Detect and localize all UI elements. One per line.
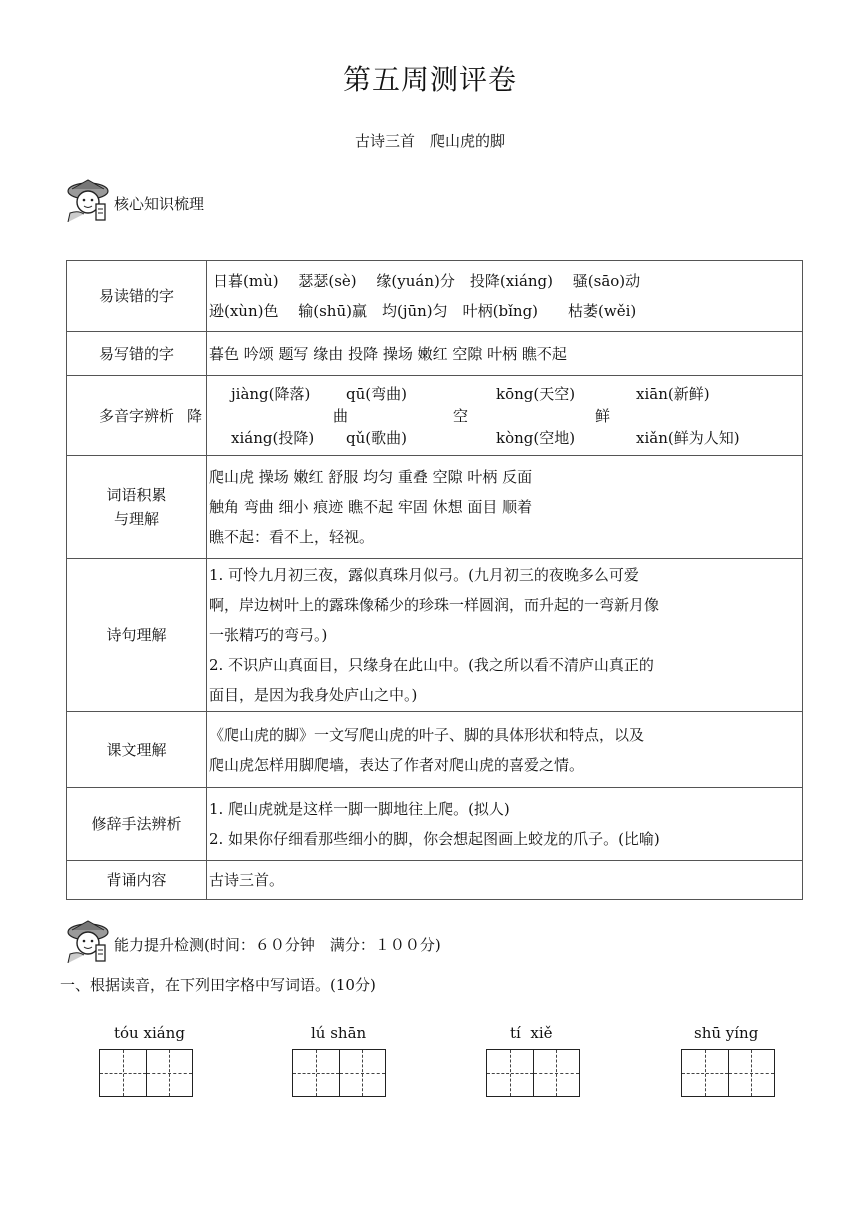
row-content xyxy=(207,788,803,861)
content-line: 触角 弯曲 细小 痕迹 瞧不起 牢固 休想 面目 顺着 xyxy=(209,498,533,516)
table-row xyxy=(67,332,803,376)
pinyin-reading: qǔ(歌曲) xyxy=(346,428,407,447)
content-line: 爬山虎怎样用脚爬墙，表达了作者对爬山虎的喜爱之情。 xyxy=(209,755,585,774)
pinyin-reading: qū(弯曲) xyxy=(346,384,407,403)
row-category: 多音字辨析 xyxy=(67,376,207,456)
tianzige-answer-box[interactable] xyxy=(681,1049,775,1097)
table-row xyxy=(67,559,803,712)
content-line: 古诗三首。 xyxy=(209,871,285,889)
content-line: 面目，是因为我身处庐山之中。) xyxy=(209,686,418,704)
page-title: 第五周测评卷 xyxy=(342,63,517,96)
content-line: 1. 可怜九月初三夜，露似真珠月似弓。(九月初三的夜晚多么可爱 xyxy=(209,566,639,584)
tianzige-answer-box[interactable] xyxy=(486,1049,580,1097)
content-line: 啊，岸边树叶上的露珠像稀少的珍珠一样圆润，而升起的一弯新月像 xyxy=(209,596,660,614)
polyphone-grid xyxy=(187,383,802,449)
content-line: 2. 不识庐山真面目，只缘身在此山中。(我之所以看不清庐山真正的 xyxy=(209,656,654,674)
row-category: 修辞手法辨析 xyxy=(67,788,207,861)
section-header-test xyxy=(58,917,441,963)
pinyin-prompt: tí xiě xyxy=(510,1024,553,1042)
pinyin-prompt: lú shān xyxy=(311,1024,367,1042)
table-row xyxy=(67,456,803,559)
pinyin-prompt: shū yíng xyxy=(694,1024,759,1042)
knowledge-table xyxy=(66,260,803,900)
section-label: 核心知识梳理 xyxy=(114,195,205,213)
row-category: 易写错的字 xyxy=(67,332,207,376)
polyphone-char: 鲜 xyxy=(595,406,611,425)
table-row xyxy=(67,712,803,788)
table-row xyxy=(67,261,803,332)
row-content xyxy=(207,261,803,332)
category-line: 词语积累 xyxy=(106,486,167,504)
row-content xyxy=(207,559,803,712)
row-category xyxy=(67,456,207,559)
content-line: 暮色 吟颂 题写 缘由 投降 操场 嫩红 空隙 叶柄 瞧不起 xyxy=(209,344,567,363)
pinyin-reading: xiān(新鲜) xyxy=(636,384,710,403)
section-label: 能力提升检测(时间：６０分钟 满分：１００分) xyxy=(114,936,441,954)
student-mascot-icon xyxy=(58,178,118,222)
content-line: 爬山虎 操场 嫩红 舒服 均匀 重叠 空隙 叶柄 反面 xyxy=(209,468,533,486)
row-content xyxy=(187,376,803,456)
polyphone-char: 曲 xyxy=(333,406,349,425)
pinyin-reading: xiáng(投降) xyxy=(231,428,315,447)
content-line: 2. 如果你仔细看那些细小的脚，你会想起图画上蛟龙的爪子。(比喻) xyxy=(209,830,660,848)
pinyin-reading: kòng(空地) xyxy=(496,428,576,447)
row-content xyxy=(207,456,803,559)
row-category: 诗句理解 xyxy=(67,559,207,712)
content-line: 1. 爬山虎就是这样一脚一脚地往上爬。(拟人) xyxy=(209,800,510,818)
section-header-knowledge xyxy=(58,176,204,222)
page-subtitle: 古诗三首 爬山虎的脚 xyxy=(354,132,505,150)
content-line: 一张精巧的弯弓。) xyxy=(209,626,328,644)
question-heading: 一、根据读音，在下列田字格中写词语。(10分) xyxy=(60,976,376,994)
content-line: 《爬山虎的脚》一文写爬山虎的叶子、脚的具体形状和特点，以及 xyxy=(209,725,645,744)
row-content xyxy=(207,712,803,788)
tianzige-answer-box[interactable] xyxy=(99,1049,193,1097)
student-mascot-icon xyxy=(58,919,118,963)
polyphone-char: 降 xyxy=(187,406,203,425)
polyphone-char: 空 xyxy=(453,406,469,425)
table-row xyxy=(67,861,803,900)
row-content xyxy=(207,332,803,376)
table-row xyxy=(67,376,803,456)
content-line: 瞧不起：看不上，轻视。 xyxy=(209,528,375,546)
row-category: 背诵内容 xyxy=(67,861,207,900)
pinyin-prompt: tóu xiáng xyxy=(114,1024,185,1042)
content-line: 日暮(mù) 瑟瑟(sè) 缘(yuán)分 投降(xiáng) 骚(sāo)动 xyxy=(213,272,641,290)
content-line: 逊(xùn)色 输(shū)赢 均(jūn)匀 叶柄(bǐng) 枯萎(wěi) xyxy=(209,302,637,320)
category-line: 与理解 xyxy=(113,510,159,528)
pinyin-reading: jiàng(降落) xyxy=(231,384,311,403)
table-row xyxy=(67,788,803,861)
row-content xyxy=(207,861,803,900)
row-category: 易读错的字 xyxy=(67,261,207,332)
pinyin-reading: kōng(天空) xyxy=(496,384,576,403)
tianzige-answer-box[interactable] xyxy=(292,1049,386,1097)
row-category: 课文理解 xyxy=(67,712,207,788)
pinyin-reading: xiǎn(鲜为人知) xyxy=(636,428,740,447)
